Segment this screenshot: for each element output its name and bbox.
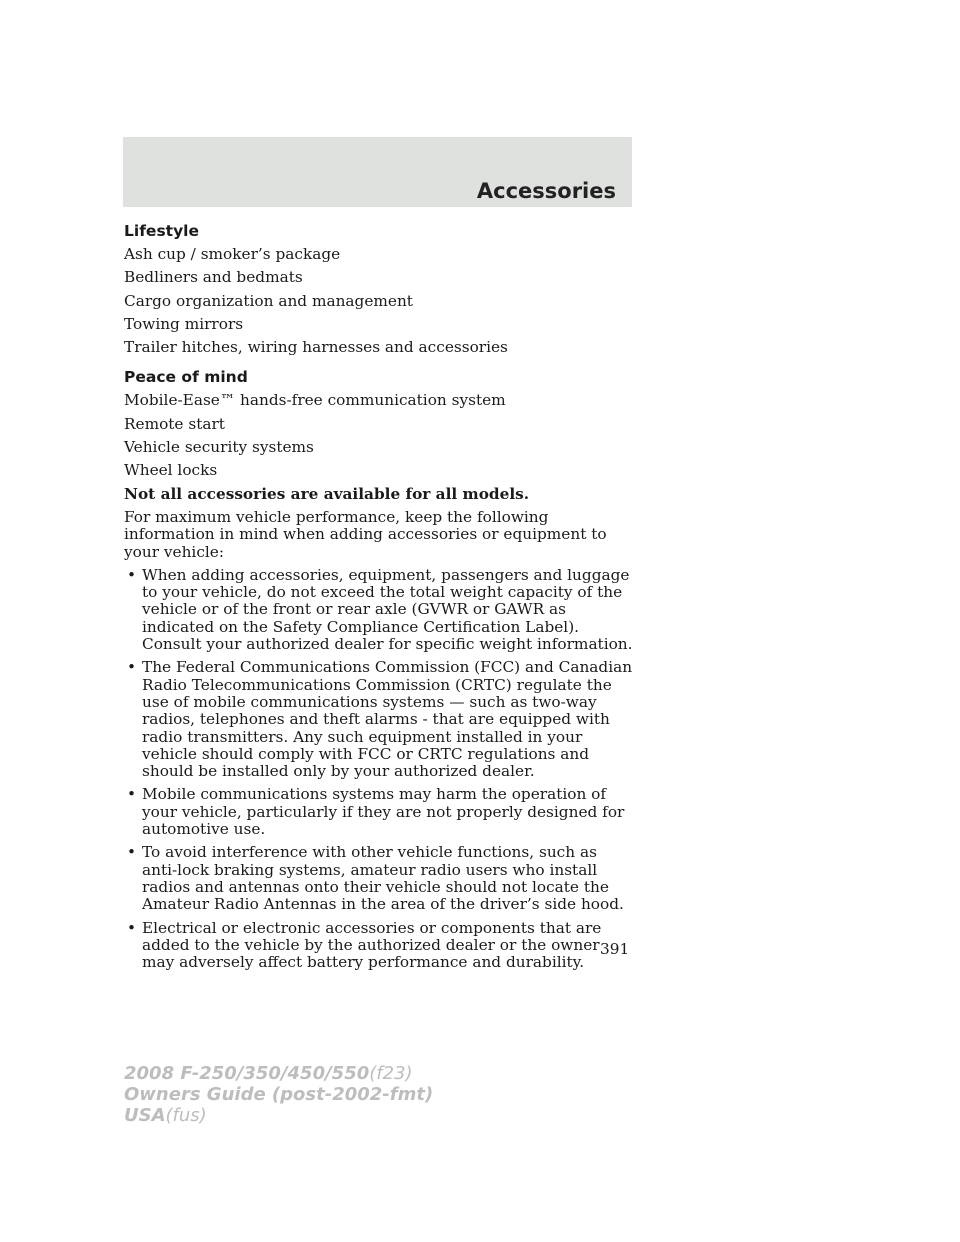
document-footer — [124, 1063, 433, 1126]
section-title: Accessories — [476, 179, 616, 203]
footer-model: 2008 F-250/350/450/550 — [124, 1063, 370, 1084]
list-item: Vehicle security systems — [124, 438, 314, 457]
bullet-item: • Mobile communications systems may harm the operation of your vehicle, particularly if they are not properly designed for automotive use. — [124, 786, 634, 838]
list-item: Cargo organization and management — [124, 291, 413, 310]
section-header-band — [123, 137, 632, 207]
bullet-list — [124, 567, 634, 972]
footer-guide: Owners Guide (post-2002-fmt) — [124, 1084, 434, 1105]
list-item: Wheel locks — [124, 461, 218, 480]
list-item: Mobile-Ease™ hands-free communication system — [124, 391, 506, 410]
bullet-item: • When adding accessories, equipment, passengers and luggage to your vehicle, do not exceed the total weight capacity of the vehicle or of the front or rear axle (GVWR or GAWR as indicated on the Safety Compliance Certification Label). Consult your authorized dealer for specific weight information. — [124, 567, 634, 653]
intro-paragraph: For maximum vehicle performance, keep the following information in mind when adding accessories or equipment to your vehicle: — [124, 507, 607, 561]
footer-line-market — [124, 1105, 433, 1126]
footer-line-model — [124, 1063, 433, 1084]
heading-lifestyle: Lifestyle — [124, 222, 200, 240]
bullet-item: • Electrical or electronic accessories or components that are added to the vehicle by the authorized dealer or the owner may adversely affect battery performance and durability. — [124, 920, 634, 972]
page-number: 391 — [600, 940, 630, 958]
page-content — [124, 222, 634, 977]
footer-market-code: (fus) — [165, 1105, 207, 1126]
list-item: Ash cup / smoker’s package — [124, 245, 341, 263]
list-item: Towing mirrors — [124, 314, 244, 333]
availability-note: Not all accessories are available for all models. — [124, 484, 530, 503]
footer-market: USA — [124, 1105, 166, 1126]
footer-model-code: (f23) — [369, 1063, 413, 1084]
list-item: Trailer hitches, wiring harnesses and accessories — [124, 338, 508, 357]
heading-peace-of-mind: Peace of mind — [124, 368, 248, 387]
bullet-item: • The Federal Communications Commission (FCC) and Canadian Radio Telecommunications Commission (CRTC) regulate the use of mobile communications systems — such as two-way radios, telephones and theft alarms - that are equipped with radio transmitters. Any such equipment installed in your vehicle should comply with FCC or CRTC regulations and should be installed only by your authorized dealer. — [124, 659, 634, 780]
list-item: Remote start — [124, 414, 225, 433]
footer-line-guide — [124, 1084, 433, 1105]
list-item: Bedliners and bedmats — [124, 268, 303, 287]
bullet-item: • To avoid interference with other vehicle functions, such as anti-lock braking systems, amateur radio users who install radios and antennas onto their vehicle should not locate the Amateur Radio Antennas in the area of the driver’s side hood. — [124, 844, 634, 913]
